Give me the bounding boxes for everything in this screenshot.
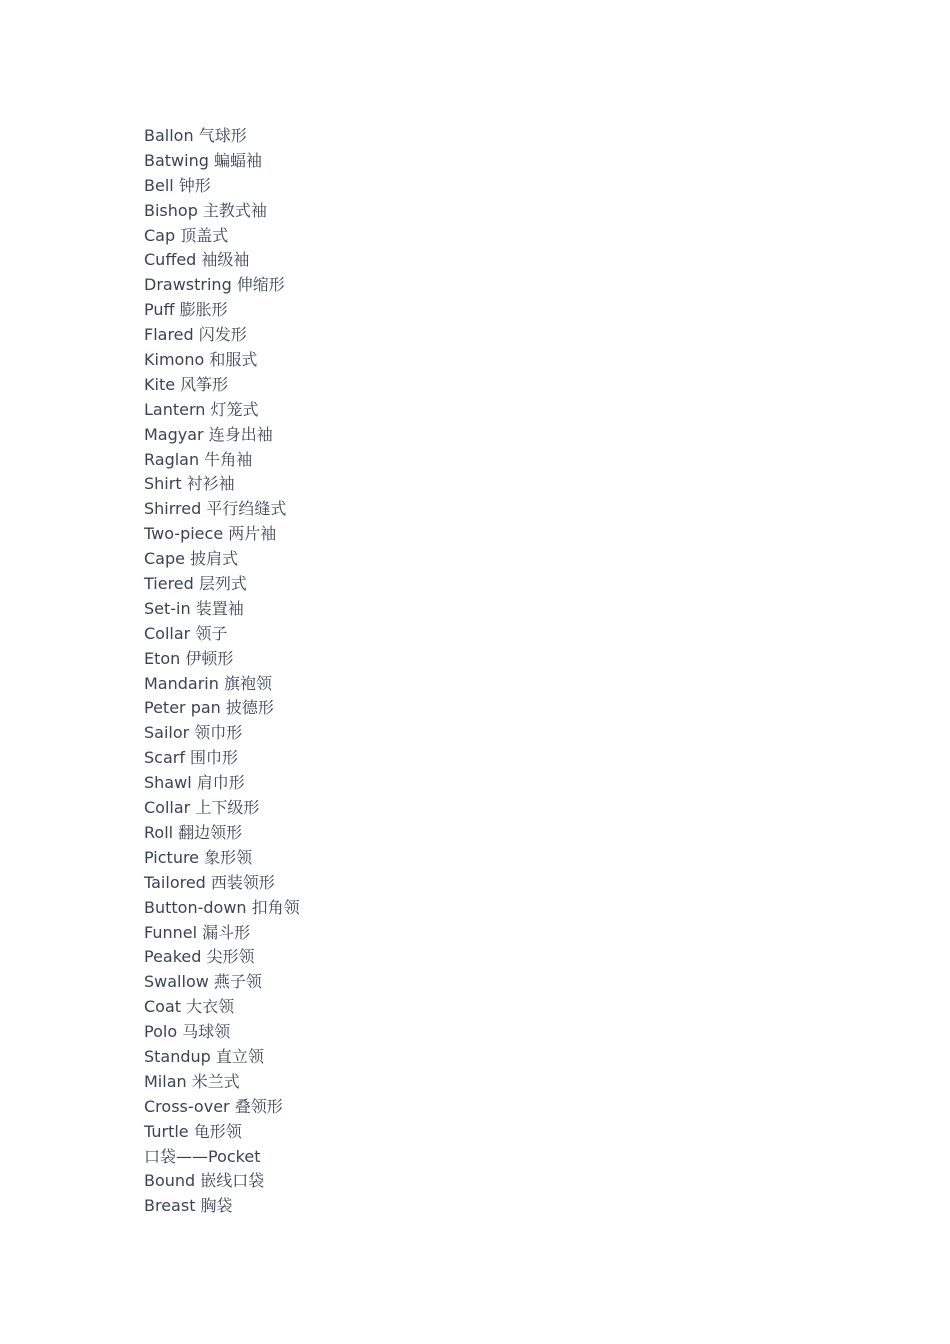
term-line: Picture 象形领: [144, 847, 253, 867]
term-line: Sailor 领巾形: [144, 723, 243, 743]
term-line: Kite 风筝形: [144, 374, 229, 394]
term-line: Bell 钟形: [144, 175, 211, 195]
term-line: Drawstring 伸缩形: [144, 275, 285, 295]
term-line: 口袋——Pocket: [144, 1146, 261, 1166]
term-line: Turtle 龟形领: [144, 1121, 242, 1141]
term-line: Collar 上下级形: [144, 798, 260, 818]
term-line: Roll 翻边领形: [144, 822, 243, 842]
term-line: Cap 顶盖式: [144, 225, 229, 245]
term-line: Cuffed 袖级袖: [144, 250, 250, 270]
term-line: Shirred 平行绉缝式: [144, 499, 287, 519]
term-line: Raglan 牛角袖: [144, 449, 253, 469]
term-line: Coat 大衣领: [144, 997, 235, 1017]
term-line: Breast 胸袋: [144, 1196, 233, 1216]
term-line: Cape 披肩式: [144, 549, 239, 569]
term-line: Scarf 围巾形: [144, 748, 239, 768]
term-line: Swallow 燕子领: [144, 972, 262, 992]
term-line: Shirt 衬衫袖: [144, 474, 235, 494]
term-line: Funnel 漏斗形: [144, 922, 251, 942]
term-line: Bishop 主教式袖: [144, 200, 267, 220]
term-line: Shawl 肩巾形: [144, 773, 245, 793]
term-line: Milan 米兰式: [144, 1071, 240, 1091]
term-line: Set-in 装置袖: [144, 598, 244, 618]
term-line: Ballon 气球形: [144, 126, 247, 145]
term-line: Button-down 扣角领: [144, 897, 300, 917]
term-line: Batwing 蝙蝠袖: [144, 150, 262, 170]
term-line: Kimono 和服式: [144, 350, 258, 370]
term-line: Peter pan 披德形: [144, 698, 274, 718]
term-line: Mandarin 旗袍领: [144, 673, 272, 693]
term-line: Tiered 层列式: [144, 574, 247, 594]
term-line: Cross-over 叠领形: [144, 1096, 283, 1116]
term-line: Polo 马球领: [144, 1022, 231, 1042]
term-line: Two-piece 两片袖: [144, 524, 277, 544]
term-line: Flared 闪发形: [144, 325, 247, 345]
term-line: Magyar 连身出袖: [144, 424, 273, 444]
term-line: Eton 伊顿形: [144, 648, 234, 668]
term-line: Bound 嵌线口袋: [144, 1171, 265, 1191]
term-line: Collar 领子: [144, 623, 228, 643]
term-line: Standup 直立领: [144, 1046, 264, 1066]
term-line: Lantern 灯笼式: [144, 399, 259, 419]
term-line: Peaked 尖形领: [144, 947, 255, 967]
term-line: Puff 膨胀形: [144, 300, 228, 320]
term-line: Tailored 西装领形: [144, 872, 275, 892]
term-list: [144, 124, 300, 1219]
